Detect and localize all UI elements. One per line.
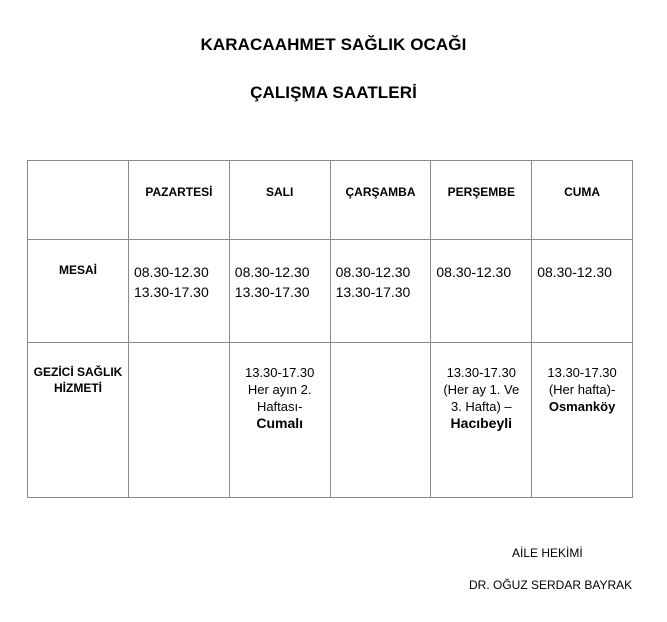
time-range: 08.30-12.30 <box>335 264 411 280</box>
row-label-gezici-line1: GEZİCİ SAĞLIK <box>33 365 123 379</box>
gezici-cell-cuma <box>532 343 633 498</box>
table-header-row <box>28 161 633 240</box>
mesai-cell-sali <box>229 240 330 343</box>
time-range: 13.30-17.30 <box>335 284 411 300</box>
mesai-cell-pazartesi <box>129 240 230 343</box>
time-range: 08.30-12.30 <box>134 264 209 280</box>
gezici-time: 13.30-17.30 <box>446 365 516 380</box>
time-range: 08.30-12.30 <box>537 264 612 280</box>
row-label-mesai: MESAİ <box>28 240 129 343</box>
time-range: 08.30-12.30 <box>234 264 310 280</box>
signature-title: AİLE HEKİMİ <box>512 546 583 560</box>
gezici-cell-pazartesi <box>129 343 230 498</box>
gezici-cell-sali <box>229 343 330 498</box>
gezici-note: 3. Hafta) – <box>450 399 512 414</box>
mesai-cell-carsamba <box>330 240 431 343</box>
row-label-gezici <box>28 343 129 498</box>
schedule-table <box>27 160 633 498</box>
document-title: KARACAAHMET SAĞLIK OCAĞI <box>200 35 467 54</box>
time-range: 13.30-17.30 <box>134 284 209 300</box>
table-row-mesai <box>28 240 633 343</box>
gezici-place: Osmanköy <box>548 399 616 414</box>
day-header-cuma: CUMA <box>532 161 633 240</box>
mesai-cell-cuma <box>532 240 633 343</box>
time-range: 13.30-17.30 <box>234 284 310 300</box>
day-header-carsamba: ÇARŞAMBA <box>330 161 431 240</box>
day-header-persembe: PERŞEMBE <box>431 161 532 240</box>
gezici-note: (Her ay 1. Ve <box>443 382 520 397</box>
gezici-note: (Her hafta)- <box>548 382 616 397</box>
day-header-sali: SALI <box>229 161 330 240</box>
gezici-cell-persembe <box>431 343 532 498</box>
document-subtitle: ÇALIŞMA SAATLERİ <box>250 83 417 102</box>
table-row-gezici <box>28 343 633 498</box>
signature-name: DR. OĞUZ SERDAR BAYRAK <box>469 578 633 592</box>
day-header-pazartesi: PAZARTESİ <box>129 161 230 240</box>
gezici-cell-carsamba <box>330 343 431 498</box>
empty-corner-cell <box>28 161 129 240</box>
gezici-time: 13.30-17.30 <box>547 365 617 380</box>
gezici-note: Her ayın 2. <box>247 382 312 397</box>
time-range: 08.30-12.30 <box>436 264 512 280</box>
gezici-place: Hacıbeyli <box>450 415 513 431</box>
gezici-time: 13.30-17.30 <box>244 365 315 380</box>
mesai-cell-persembe <box>431 240 532 343</box>
row-label-gezici-line2: HİZMETİ <box>54 381 102 395</box>
gezici-note: Haftası- <box>256 399 303 414</box>
gezici-place: Cumalı <box>256 415 304 431</box>
